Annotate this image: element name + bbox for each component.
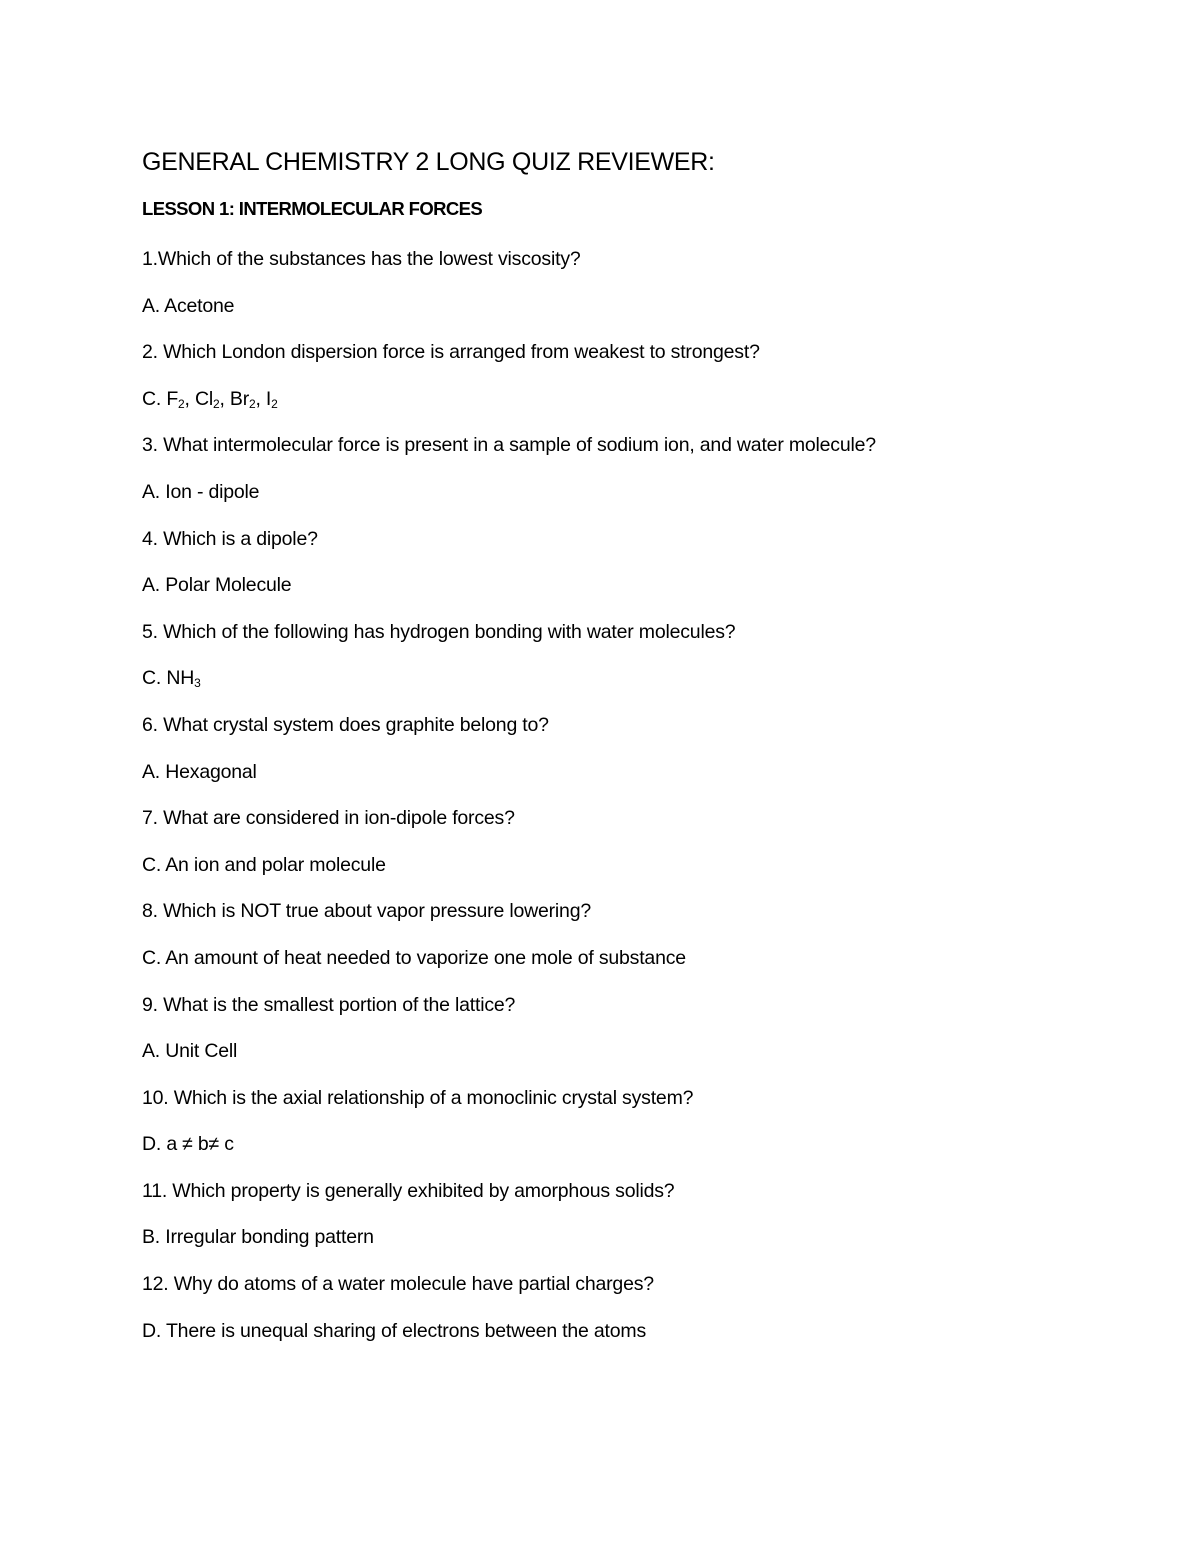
answer-4: A. Polar Molecule — [142, 574, 292, 597]
answer-7: C. An ion and polar molecule — [142, 853, 386, 876]
answer-6: A. Hexagonal — [142, 760, 257, 783]
lesson-heading: LESSON 1: INTERMOLECULAR FORCES — [142, 198, 483, 219]
question-11: 11. Which property is generally exhibited by amorphous solids? — [142, 1179, 675, 1202]
question-4: 4. Which is a dipole? — [142, 527, 318, 550]
answer-2-text: , Cl — [184, 387, 213, 410]
answer-2-text: , Br — [219, 387, 249, 410]
subscript: 2 — [212, 396, 220, 411]
subscript: 2 — [249, 396, 256, 411]
question-12: 12. Why do atoms of a water molecule have partial charges? — [142, 1273, 654, 1296]
question-2: 2. Which London dispersion force is arranged from weakest to strongest? — [142, 341, 760, 364]
question-8: 8. Which is NOT true about vapor pressure lowering? — [142, 900, 591, 923]
answer-5 — [142, 655, 1062, 702]
document-page — [142, 142, 1062, 1354]
subscript: 2 — [271, 396, 278, 411]
subscript: 3 — [194, 676, 201, 691]
question-7: 7. What are considered in ion-dipole forces? — [142, 807, 515, 830]
question-9: 9. What is the smallest portion of the lattice? — [142, 993, 516, 1016]
question-1: 1.Which of the substances has the lowest viscosity? — [142, 248, 581, 270]
answer-1: A. Acetone — [142, 294, 235, 317]
answer-11: B. Irregular bonding pattern — [142, 1226, 374, 1249]
answer-12: D. There is unequal sharing of electrons between the atoms — [142, 1319, 647, 1342]
answer-8: C. An amount of heat needed to vaporize one mole of substance — [142, 946, 686, 969]
answer-10: D. a ≠ b≠ c — [142, 1133, 234, 1156]
answer-2-text: , I — [255, 387, 272, 410]
answer-9: A. Unit Cell — [142, 1040, 238, 1063]
answer-2 — [142, 376, 1062, 423]
answer-2-text: C. F — [142, 387, 179, 410]
question-3: 3. What intermolecular force is present in a sample of sodium ion, and water molecule? — [142, 434, 876, 457]
question-5: 5. Which of the following has hydrogen bonding with water molecules? — [142, 620, 736, 643]
document-title: GENERAL CHEMISTRY 2 LONG QUIZ REVIEWER: — [142, 148, 715, 176]
subscript: 2 — [178, 396, 185, 411]
question-6: 6. What crystal system does graphite belong to? — [142, 713, 549, 736]
answer-3: A. Ion - dipole — [142, 480, 260, 503]
answer-5-text: C. NH — [142, 667, 195, 690]
question-10: 10. Which is the axial relationship of a monoclinic crystal system? — [142, 1086, 694, 1109]
